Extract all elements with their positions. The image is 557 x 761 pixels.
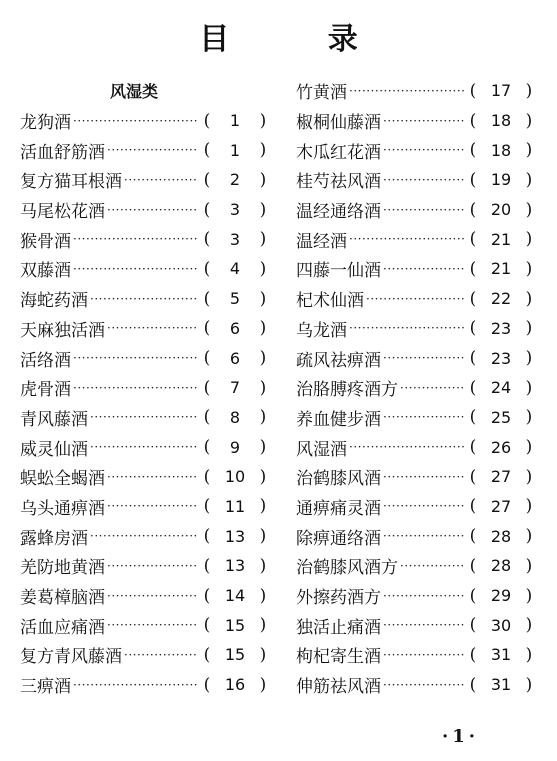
entry-page-number: 27 xyxy=(490,496,512,516)
entry-page-number: 3 xyxy=(229,229,241,249)
entry-page-number: 28 xyxy=(490,526,512,546)
toc-entry[interactable] xyxy=(20,432,270,462)
entry-page-number: 24 xyxy=(490,378,512,398)
open-paren: ( xyxy=(469,526,477,547)
open-paren: ( xyxy=(469,80,477,101)
open-paren: ( xyxy=(469,466,477,487)
open-paren: ( xyxy=(469,258,477,279)
open-paren: ( xyxy=(469,169,477,190)
close-paren: ) xyxy=(525,199,533,220)
close-paren: ) xyxy=(525,288,533,309)
open-paren: ( xyxy=(203,110,211,131)
entry-title: 治胳膊疼酒方 xyxy=(296,380,398,401)
dot-leader xyxy=(383,410,464,424)
toc-entry[interactable] xyxy=(20,670,270,700)
open-paren: ( xyxy=(203,466,211,487)
toc-entry[interactable] xyxy=(296,106,536,136)
entry-page-number: 1 xyxy=(229,111,241,131)
toc-right-column xyxy=(296,76,536,699)
close-paren: ) xyxy=(259,466,267,487)
toc-entry[interactable] xyxy=(20,314,270,344)
dot-leader xyxy=(383,262,464,276)
open-paren: ( xyxy=(203,407,211,428)
entry-title: 蜈蚣全蝎酒 xyxy=(20,469,105,490)
open-paren: ( xyxy=(469,348,477,369)
close-paren: ) xyxy=(525,110,533,131)
dot-leader xyxy=(107,143,198,157)
open-paren: ( xyxy=(203,496,211,517)
open-paren: ( xyxy=(203,318,211,339)
dot-leader xyxy=(124,173,198,187)
toc-entry[interactable] xyxy=(296,314,536,344)
close-paren: ) xyxy=(259,258,267,279)
dot-leader xyxy=(107,618,198,632)
entry-page-number: 6 xyxy=(229,318,241,338)
close-paren: ) xyxy=(525,437,533,458)
open-paren: ( xyxy=(469,199,477,220)
open-paren: ( xyxy=(203,258,211,279)
entry-page-number: 21 xyxy=(490,229,512,249)
entry-page-number: 10 xyxy=(224,467,246,487)
close-paren: ) xyxy=(259,585,267,606)
dot-leader xyxy=(107,589,198,603)
open-paren: ( xyxy=(469,229,477,250)
page-title: 目 录 xyxy=(199,22,402,57)
toc-entry[interactable] xyxy=(296,254,536,284)
close-paren: ) xyxy=(259,288,267,309)
dot-leader xyxy=(383,173,464,187)
entry-page-number: 6 xyxy=(229,348,241,368)
open-paren: ( xyxy=(203,348,211,369)
entry-page-number: 28 xyxy=(490,556,512,576)
dot-leader xyxy=(383,203,464,217)
dot-leader xyxy=(73,232,198,246)
toc-entry[interactable] xyxy=(20,492,270,522)
toc-entry[interactable] xyxy=(20,195,270,225)
entry-title: 椒桐仙藤酒 xyxy=(296,113,381,134)
close-paren: ) xyxy=(525,644,533,665)
entry-title: 乌头通痹酒 xyxy=(20,498,105,519)
toc-entry[interactable] xyxy=(296,373,536,403)
entry-page-number: 2 xyxy=(229,170,241,190)
close-paren: ) xyxy=(525,140,533,161)
dot-leader xyxy=(73,351,198,365)
entry-title: 通痹痛灵酒 xyxy=(296,498,381,519)
close-paren: ) xyxy=(259,674,267,695)
entry-title: 独活止痛酒 xyxy=(296,617,381,638)
close-paren: ) xyxy=(525,258,533,279)
entry-title: 双藤酒 xyxy=(20,261,71,282)
close-paren: ) xyxy=(259,615,267,636)
dot-leader xyxy=(73,114,198,128)
open-paren: ( xyxy=(203,169,211,190)
entry-page-number: 4 xyxy=(229,259,241,279)
open-paren: ( xyxy=(469,674,477,695)
entry-page-number: 13 xyxy=(224,526,246,546)
open-paren: ( xyxy=(469,585,477,606)
entry-page-number: 3 xyxy=(229,200,241,220)
entry-page-number: 29 xyxy=(490,586,512,606)
entry-page-number: 19 xyxy=(490,170,512,190)
toc-entry[interactable] xyxy=(20,610,270,640)
entry-page-number: 23 xyxy=(490,348,512,368)
open-paren: ( xyxy=(469,407,477,428)
entry-page-number: 23 xyxy=(490,318,512,338)
open-paren: ( xyxy=(469,377,477,398)
dot-leader xyxy=(107,203,198,217)
entry-title: 复方猫耳根酒 xyxy=(20,172,122,193)
open-paren: ( xyxy=(203,615,211,636)
entry-title: 活血舒筋酒 xyxy=(20,142,105,163)
entry-title: 除痹通络酒 xyxy=(296,528,381,549)
entry-title: 龙狗酒 xyxy=(20,113,71,134)
entry-title: 露蜂房酒 xyxy=(20,528,88,549)
close-paren: ) xyxy=(525,615,533,636)
close-paren: ) xyxy=(525,348,533,369)
close-paren: ) xyxy=(525,496,533,517)
toc-entries-right xyxy=(296,76,536,699)
entry-title: 养血健步酒 xyxy=(296,409,381,430)
toc-entry[interactable] xyxy=(296,640,536,670)
entry-page-number: 1 xyxy=(229,140,241,160)
toc-entry[interactable] xyxy=(296,670,536,700)
entry-title: 威灵仙酒 xyxy=(20,439,88,460)
close-paren: ) xyxy=(525,169,533,190)
entry-title: 温经酒 xyxy=(296,231,347,252)
dot-leader xyxy=(90,292,198,306)
dot-leader xyxy=(90,440,198,454)
toc-entry[interactable] xyxy=(20,581,270,611)
toc-entry[interactable] xyxy=(296,224,536,254)
entry-page-number: 18 xyxy=(490,111,512,131)
entry-page-number: 20 xyxy=(490,200,512,220)
dot-leader xyxy=(383,351,464,365)
entry-title: 姜葛樟脑酒 xyxy=(20,588,105,609)
entry-title: 三痹酒 xyxy=(20,677,71,698)
entry-page-number: 17 xyxy=(490,81,512,101)
dot-leader xyxy=(107,470,198,484)
entry-page-number: 22 xyxy=(490,289,512,309)
open-paren: ( xyxy=(469,496,477,517)
close-paren: ) xyxy=(259,555,267,576)
toc-entry[interactable] xyxy=(20,521,270,551)
entry-title: 木瓜红花酒 xyxy=(296,142,381,163)
entry-page-number: 26 xyxy=(490,437,512,457)
close-paren: ) xyxy=(525,674,533,695)
entry-page-number: 31 xyxy=(490,645,512,665)
close-paren: ) xyxy=(259,318,267,339)
entry-title: 马尾松花酒 xyxy=(20,202,105,223)
close-paren: ) xyxy=(525,80,533,101)
entry-title: 杞术仙酒 xyxy=(296,291,364,312)
close-paren: ) xyxy=(525,555,533,576)
dot-leader xyxy=(90,410,198,424)
dot-leader xyxy=(349,232,464,246)
toc-left-column xyxy=(20,76,270,699)
dot-leader xyxy=(400,559,464,573)
toc-entries-left xyxy=(20,106,270,700)
entry-page-number: 13 xyxy=(224,556,246,576)
close-paren: ) xyxy=(259,140,267,161)
toc-entry[interactable] xyxy=(296,432,536,462)
entry-page-number: 11 xyxy=(224,496,246,516)
open-paren: ( xyxy=(203,229,211,250)
entry-title: 外擦药酒方 xyxy=(296,588,381,609)
open-paren: ( xyxy=(469,437,477,458)
close-paren: ) xyxy=(525,466,533,487)
entry-page-number: 16 xyxy=(224,675,246,695)
toc-entry[interactable] xyxy=(296,195,536,225)
toc-entry[interactable] xyxy=(296,581,536,611)
open-paren: ( xyxy=(203,199,211,220)
close-paren: ) xyxy=(525,229,533,250)
open-paren: ( xyxy=(203,526,211,547)
open-paren: ( xyxy=(469,288,477,309)
open-paren: ( xyxy=(203,377,211,398)
close-paren: ) xyxy=(525,526,533,547)
open-paren: ( xyxy=(469,318,477,339)
toc-entry[interactable] xyxy=(20,373,270,403)
dot-leader xyxy=(73,381,198,395)
toc-entry[interactable] xyxy=(296,521,536,551)
open-paren: ( xyxy=(203,288,211,309)
entry-title: 活血应痛酒 xyxy=(20,617,105,638)
dot-leader xyxy=(383,143,464,157)
toc-entry[interactable] xyxy=(20,254,270,284)
close-paren: ) xyxy=(259,644,267,665)
open-paren: ( xyxy=(469,140,477,161)
toc-entry[interactable] xyxy=(20,224,270,254)
toc-entry[interactable] xyxy=(20,284,270,314)
close-paren: ) xyxy=(525,585,533,606)
dot-leader xyxy=(73,678,198,692)
toc-entry[interactable] xyxy=(20,462,270,492)
dot-leader xyxy=(383,648,464,662)
entry-title: 治鹤膝风酒 xyxy=(296,469,381,490)
toc-entry[interactable] xyxy=(296,551,536,581)
entry-title: 海蛇药酒 xyxy=(20,291,88,312)
dot-leader xyxy=(383,114,464,128)
toc-entry[interactable] xyxy=(20,343,270,373)
entry-title: 桂芍祛风酒 xyxy=(296,172,381,193)
toc-entry[interactable] xyxy=(296,343,536,373)
open-paren: ( xyxy=(469,615,477,636)
open-paren: ( xyxy=(203,437,211,458)
entry-title: 虎骨酒 xyxy=(20,380,71,401)
open-paren: ( xyxy=(469,644,477,665)
entry-page-number: 25 xyxy=(490,407,512,427)
section-heading: 风湿类 xyxy=(110,82,159,102)
toc-entry[interactable] xyxy=(20,135,270,165)
open-paren: ( xyxy=(203,555,211,576)
entry-page-number: 31 xyxy=(490,675,512,695)
close-paren: ) xyxy=(259,407,267,428)
entry-title: 四藤一仙酒 xyxy=(296,261,381,282)
dot-leader xyxy=(383,589,464,603)
entry-page-number: 21 xyxy=(490,259,512,279)
close-paren: ) xyxy=(525,407,533,428)
toc-entry[interactable] xyxy=(296,403,536,433)
dot-leader xyxy=(107,321,198,335)
open-paren: ( xyxy=(469,110,477,131)
dot-leader xyxy=(349,84,464,98)
toc-entry[interactable] xyxy=(296,610,536,640)
dot-leader xyxy=(107,499,198,513)
open-paren: ( xyxy=(203,644,211,665)
entry-title: 猴骨酒 xyxy=(20,231,71,252)
entry-title: 羌防地黄酒 xyxy=(20,558,105,579)
close-paren: ) xyxy=(259,526,267,547)
dot-leader xyxy=(349,440,464,454)
toc-entry[interactable] xyxy=(296,76,536,106)
entry-title: 枸杞寄生酒 xyxy=(296,647,381,668)
entry-page-number: 14 xyxy=(224,586,246,606)
open-paren: ( xyxy=(203,674,211,695)
entry-title: 复方青风藤酒 xyxy=(20,647,122,668)
dot-leader xyxy=(73,262,198,276)
close-paren: ) xyxy=(259,437,267,458)
entry-title: 温经通络酒 xyxy=(296,202,381,223)
dot-leader xyxy=(107,559,198,573)
entry-page-number: 15 xyxy=(224,645,246,665)
entry-title: 疏风祛痹酒 xyxy=(296,350,381,371)
toc-entry[interactable] xyxy=(296,284,536,314)
entry-title: 活络酒 xyxy=(20,350,71,371)
entry-title: 竹黄酒 xyxy=(296,83,347,104)
close-paren: ) xyxy=(259,110,267,131)
entry-title: 乌龙酒 xyxy=(296,320,347,341)
close-paren: ) xyxy=(259,348,267,369)
entry-page-number: 30 xyxy=(490,615,512,635)
entry-title: 风湿酒 xyxy=(296,439,347,460)
close-paren: ) xyxy=(525,318,533,339)
toc-entry[interactable] xyxy=(20,403,270,433)
dot-leader xyxy=(383,529,464,543)
dot-leader xyxy=(349,321,464,335)
dot-leader xyxy=(366,292,464,306)
close-paren: ) xyxy=(259,496,267,517)
toc-entry[interactable] xyxy=(296,165,536,195)
toc-entry[interactable] xyxy=(20,640,270,670)
toc-entry[interactable] xyxy=(296,135,536,165)
toc-entry[interactable] xyxy=(296,462,536,492)
page-number: ·1· xyxy=(442,726,480,747)
open-paren: ( xyxy=(203,140,211,161)
dot-leader xyxy=(383,618,464,632)
entry-page-number: 18 xyxy=(490,140,512,160)
entry-page-number: 5 xyxy=(229,289,241,309)
dot-leader xyxy=(400,381,464,395)
open-paren: ( xyxy=(203,585,211,606)
dot-leader xyxy=(124,648,198,662)
close-paren: ) xyxy=(259,377,267,398)
close-paren: ) xyxy=(259,229,267,250)
dot-leader xyxy=(383,678,464,692)
toc-entry[interactable] xyxy=(20,551,270,581)
dot-leader xyxy=(90,529,198,543)
dot-leader xyxy=(383,470,464,484)
entry-page-number: 27 xyxy=(490,467,512,487)
entry-title: 治鹤膝风酒方 xyxy=(296,558,398,579)
toc-entry[interactable] xyxy=(20,106,270,136)
close-paren: ) xyxy=(259,199,267,220)
toc-entry[interactable] xyxy=(20,165,270,195)
open-paren: ( xyxy=(469,555,477,576)
entry-title: 伸筋祛风酒 xyxy=(296,677,381,698)
entry-page-number: 9 xyxy=(229,437,241,457)
close-paren: ) xyxy=(525,377,533,398)
toc-entry[interactable] xyxy=(296,492,536,522)
entry-page-number: 8 xyxy=(229,407,241,427)
entry-title: 天麻独活酒 xyxy=(20,320,105,341)
dot-leader xyxy=(383,499,464,513)
close-paren: ) xyxy=(259,169,267,190)
entry-page-number: 7 xyxy=(229,378,241,398)
entry-page-number: 15 xyxy=(224,615,246,635)
entry-title: 青风藤酒 xyxy=(20,409,88,430)
